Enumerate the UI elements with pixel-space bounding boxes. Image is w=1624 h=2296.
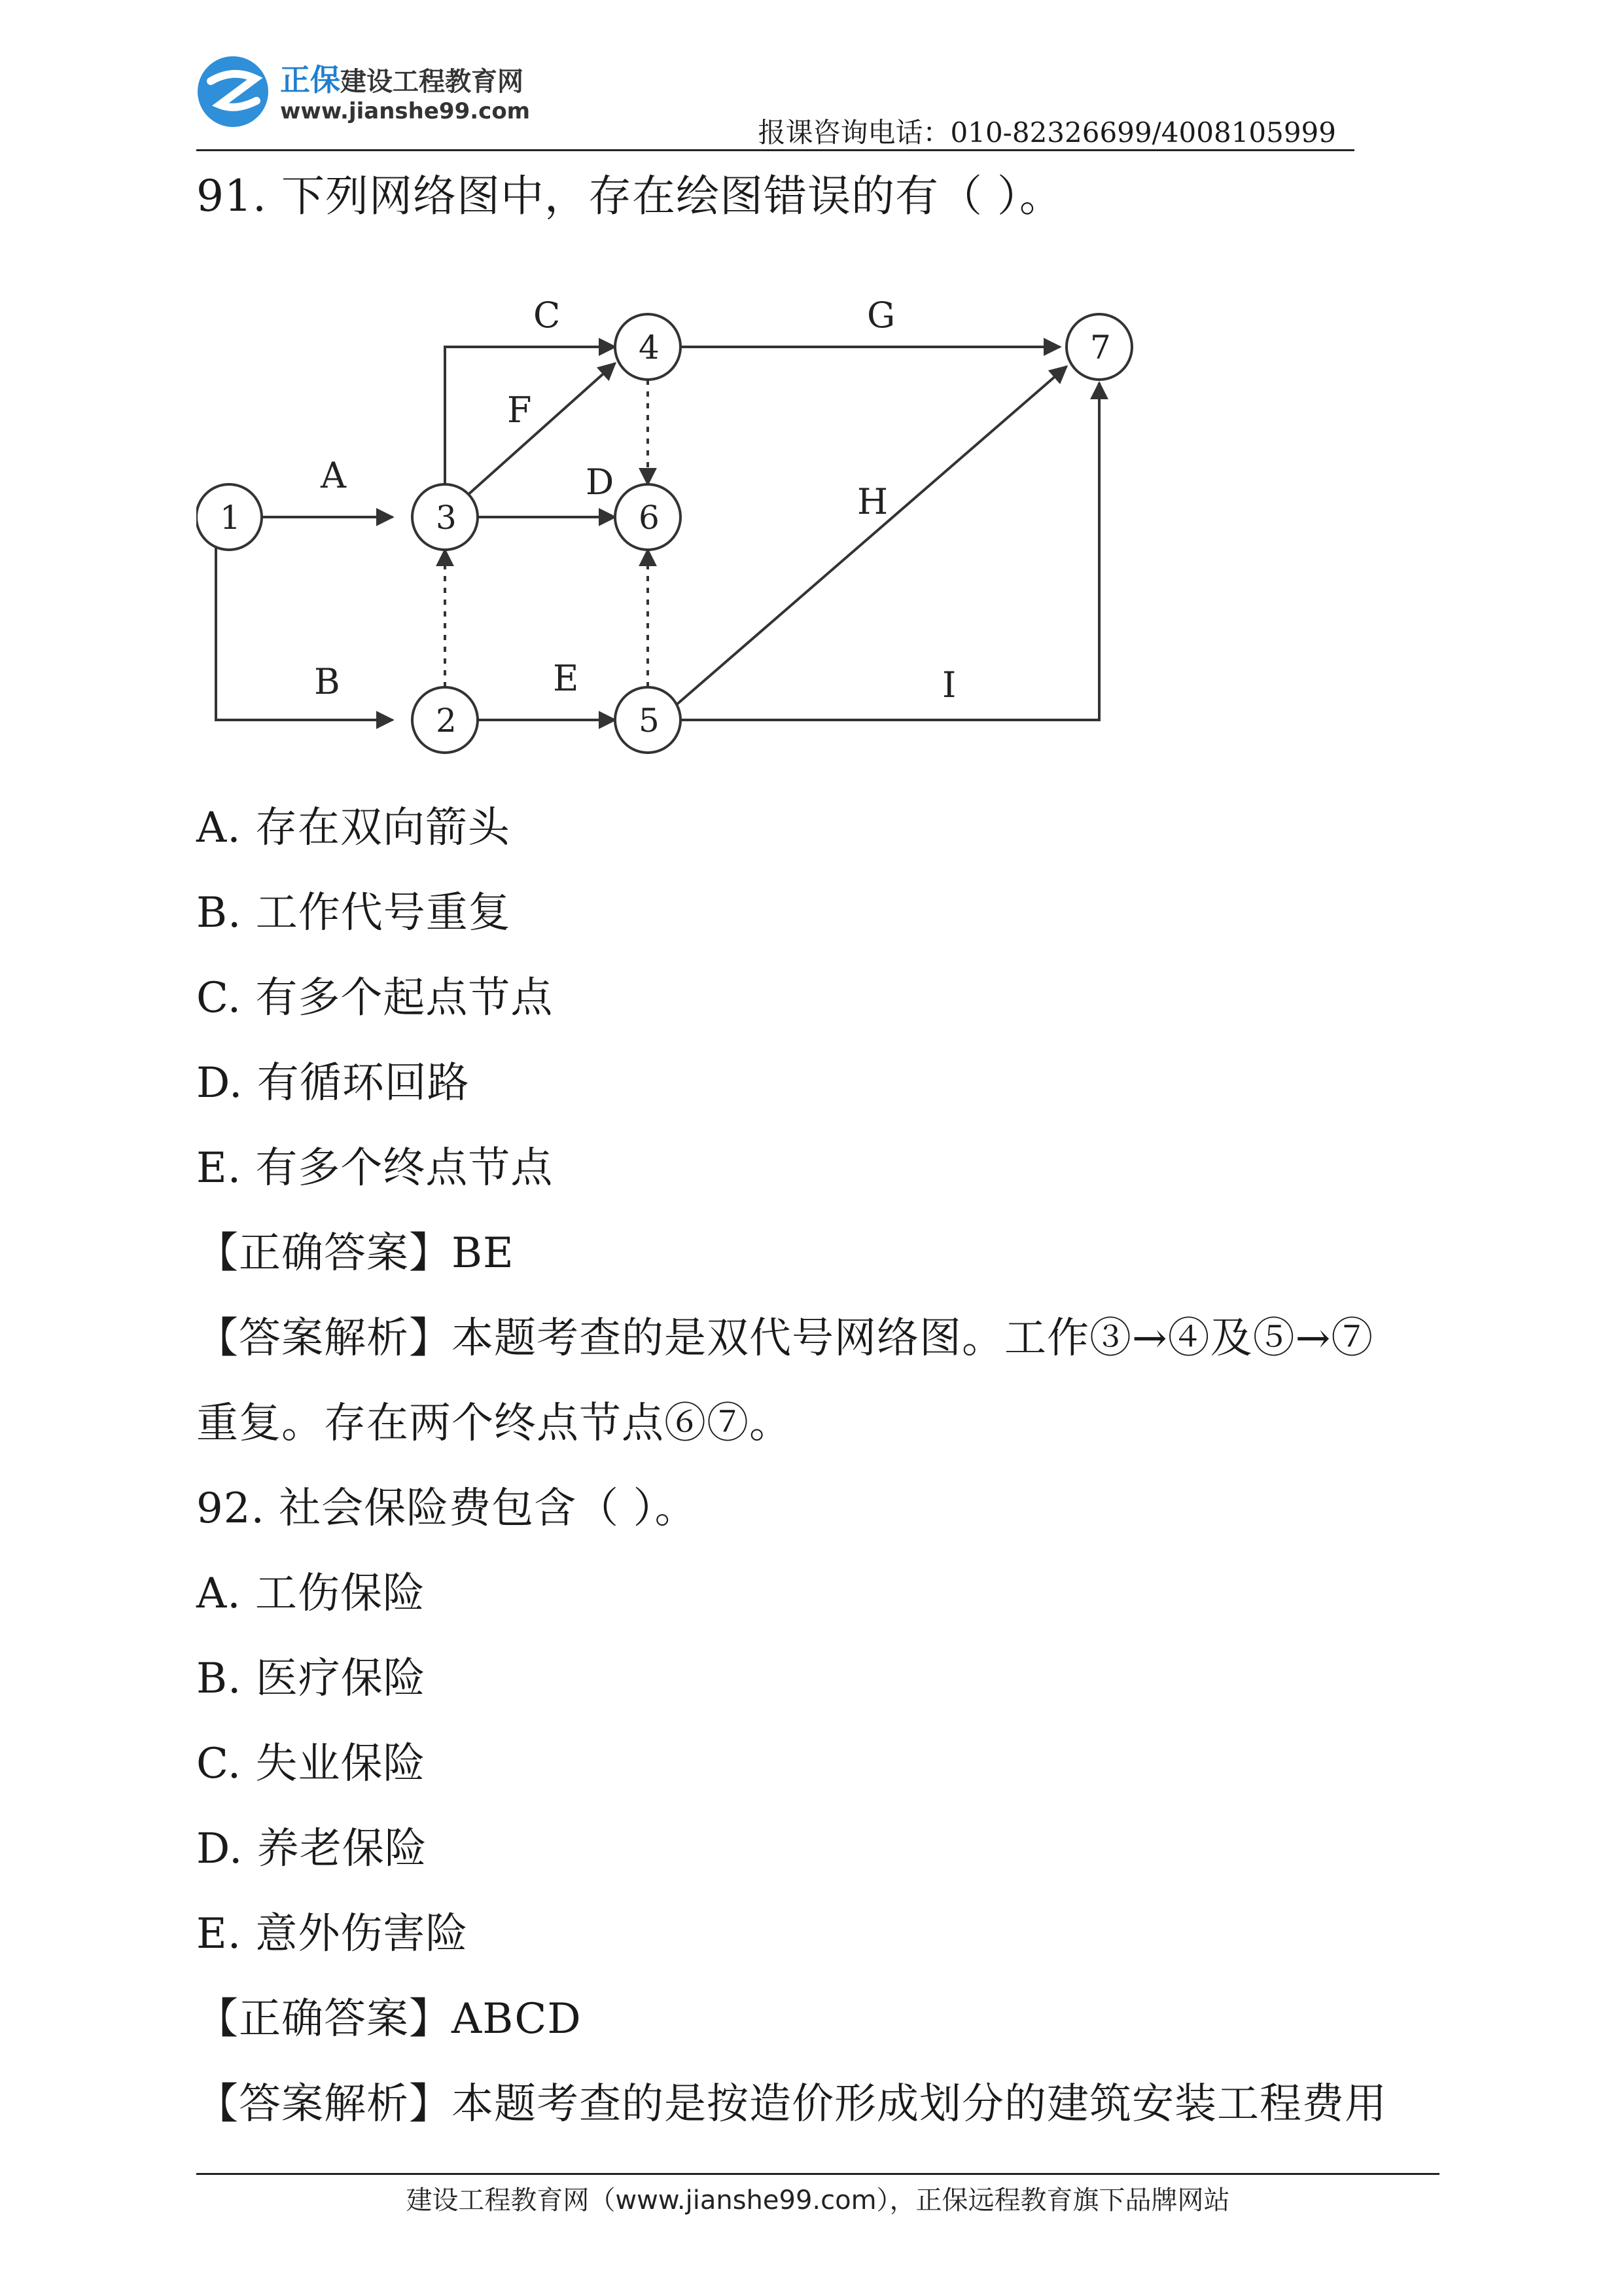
site-logo[interactable]: [196, 52, 654, 137]
edge-H: [674, 367, 1067, 707]
question-91-title: 91. 下列网络图中，存在绘图错误的有（ ）。: [196, 171, 1063, 221]
node-4: [615, 314, 680, 380]
network-diagram: [196, 262, 1165, 772]
node-2: [412, 687, 478, 753]
q91-option-b: B. 工作代号重复: [196, 889, 511, 937]
edge-label-F: F: [507, 389, 532, 431]
edge-label-I: I: [942, 664, 957, 706]
svg-text:3: 3: [436, 499, 457, 537]
edge-label-A: A: [321, 455, 346, 496]
svg-text:7: 7: [1090, 329, 1111, 367]
header-divider: [196, 149, 1354, 151]
edge-label-E: E: [553, 658, 579, 699]
page-header: [196, 52, 1354, 151]
edge-label-D: D: [586, 461, 614, 503]
hotline-text: 报课咨询电话：010-82326699/4008105999: [758, 117, 1336, 149]
footer-divider: [196, 2173, 1439, 2175]
q91-option-e: E. 有多个终点节点: [196, 1144, 554, 1193]
logo-emblem-icon: [196, 55, 270, 128]
q92-option-c: C. 失业保险: [196, 1740, 426, 1788]
svg-text:4: 4: [639, 329, 660, 367]
q92-answer: 【正确答案】ABCD: [196, 1995, 582, 2043]
q92-analysis-line-1: 【答案解析】本题考查的是按造价形成划分的建筑安装工程费用: [196, 2080, 1387, 2128]
node-6: [615, 484, 680, 550]
q92-option-b: B. 医疗保险: [196, 1655, 426, 1703]
q91-answer: 【正确答案】BE: [196, 1229, 514, 1278]
edge-label-B: B: [314, 661, 340, 702]
svg-text:5: 5: [639, 702, 660, 740]
question-92-title: 92. 社会保险费包含（ ）。: [196, 1484, 697, 1533]
q92-option-a: A. 工伤保险: [196, 1570, 425, 1618]
node-7: [1067, 314, 1132, 380]
logo-brand-text: 正保建设工程教育网: [280, 62, 523, 98]
svg-text:2: 2: [436, 702, 457, 740]
node-3: [412, 484, 478, 550]
node-1: [196, 484, 262, 550]
logo-url: www.jianshe99.com: [280, 98, 531, 124]
svg-text:1: 1: [220, 499, 241, 537]
network-diagram-svg: [196, 262, 1165, 772]
q91-analysis-line-1: 【答案解析】本题考查的是双代号网络图。工作③→④及⑤→⑦: [196, 1314, 1374, 1363]
node-5: [615, 687, 680, 753]
edge-label-H: H: [857, 481, 889, 522]
edge-label-C: C: [533, 295, 561, 336]
edge-label-G: G: [867, 295, 896, 336]
q91-analysis-line-2: 重复。存在两个终点节点⑥⑦。: [196, 1399, 792, 1448]
q91-option-a: A. 存在双向箭头: [196, 804, 510, 852]
q92-option-d: D. 养老保险: [196, 1825, 427, 1873]
question-body: [196, 785, 1387, 2147]
q91-option-c: C. 有多个起点节点: [196, 974, 554, 1022]
q92-option-e: E. 意外伤害险: [196, 1910, 468, 1958]
page-footer: 建设工程教育网（www.jianshe99.com），正保远程教育旗下品牌网站: [406, 2185, 1230, 2215]
q91-option-d: D. 有循环回路: [196, 1059, 470, 1107]
edge-B: [216, 543, 393, 720]
svg-text:6: 6: [639, 499, 660, 537]
edge-I: [680, 383, 1099, 720]
